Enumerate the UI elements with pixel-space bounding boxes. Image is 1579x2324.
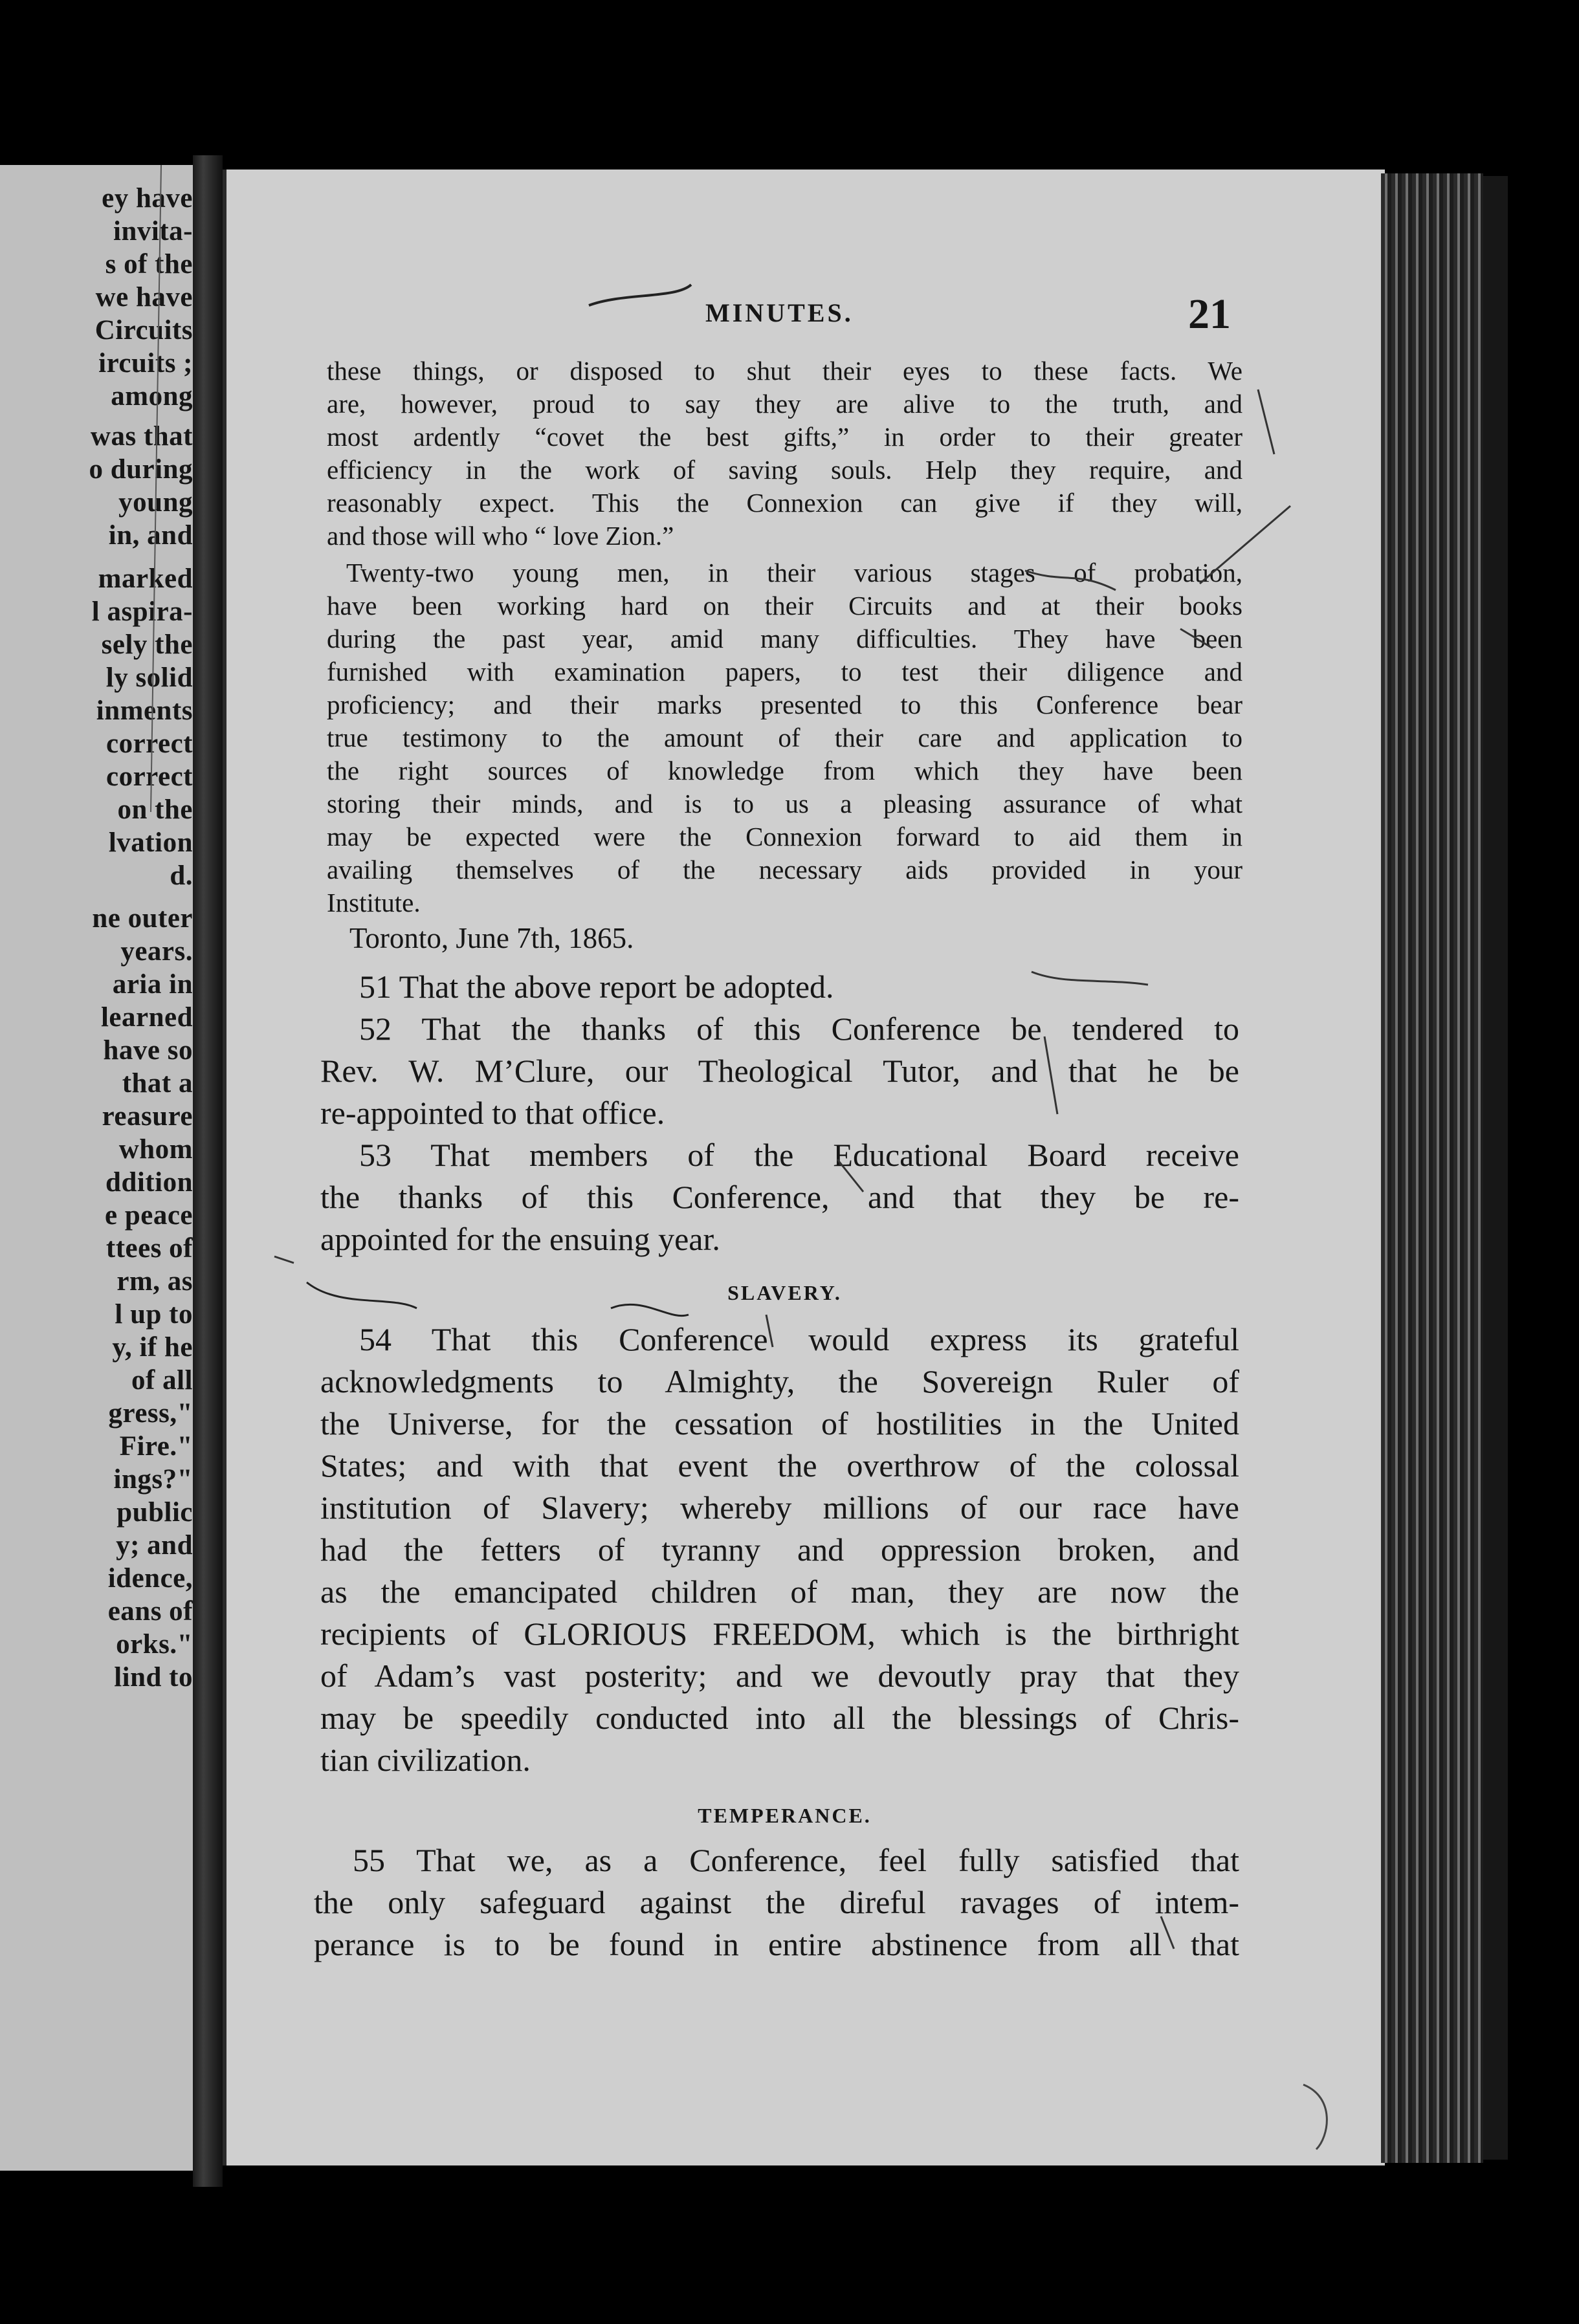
left-page-line: ttees of xyxy=(105,1233,193,1264)
left-page-line: rm, as xyxy=(116,1266,193,1297)
dateline: Toronto, June 7th, 1865. xyxy=(349,922,634,954)
resolution-54-line: of Adam’s vast posterity; and we devoutly pray that they xyxy=(320,1658,1239,1694)
resolution-55-line: 55 That we, as a Conference, feel fully satisfied that xyxy=(353,1842,1239,1878)
left-page-line: y; and xyxy=(116,1530,193,1561)
left-page-line: ly solid xyxy=(105,663,193,693)
paragraph-1-line: most ardently “covet the best gifts,” in order to their greater xyxy=(327,422,1242,452)
resolution-54-line: may be speedily conducted into all the blessings of Chris- xyxy=(320,1700,1239,1736)
left-page-line: o during xyxy=(89,454,193,485)
pencil-marks xyxy=(223,170,1381,2165)
left-page-line: idence, xyxy=(107,1563,193,1594)
left-page-line: ey have xyxy=(102,183,193,214)
resolution-54-line: recipients of GLORIOUS FREEDOM, which is the birthright xyxy=(320,1616,1239,1652)
resolutions-a-line: appointed for the ensuing year. xyxy=(320,1221,720,1257)
paragraph-2-line: the right sources of knowledge from which they have been xyxy=(327,756,1242,785)
paragraph-1-line: efficiency in the work of saving souls. Help they require, and xyxy=(327,455,1242,485)
paragraph-1-line: and those will who “ love Zion.” xyxy=(327,521,674,551)
left-page-line: ings?" xyxy=(113,1464,193,1495)
left-page-line: have so xyxy=(103,1035,193,1066)
heading-temperance: TEMPERANCE. xyxy=(698,1804,872,1827)
left-page-line: invita- xyxy=(113,216,193,247)
resolutions-a-line: 52 That the thanks of this Conference be tendered to xyxy=(359,1011,1239,1047)
left-page-line: ircuits ; xyxy=(98,348,193,378)
resolutions-a-line: the thanks of this Conference, and that they be re- xyxy=(320,1179,1239,1215)
left-page-line: aria in xyxy=(112,969,193,1000)
left-page-line: ne outer xyxy=(92,903,193,934)
resolutions-a-line: re-appointed to that office. xyxy=(320,1095,665,1131)
paragraph-2-line: proficiency; and their marks presented to this Conference bear xyxy=(327,690,1242,719)
page-edges xyxy=(1381,173,1483,2163)
resolution-54-line: States; and with that event the overthrow of the colossal xyxy=(320,1447,1239,1484)
left-page-line: correct xyxy=(106,762,193,792)
resolution-54-line: the Universe, for the cessation of hostilities in the United xyxy=(320,1405,1239,1442)
paragraph-2-line: Institute. xyxy=(327,888,421,917)
left-page-line: in, and xyxy=(108,520,193,551)
paragraph-1-line: these things, or disposed to shut their eyes to these facts. We xyxy=(327,356,1242,386)
left-page-line: orks." xyxy=(116,1629,193,1660)
left-page-line: gress," xyxy=(108,1398,193,1429)
left-page-line: l up to xyxy=(115,1299,193,1330)
left-page-line: young xyxy=(118,487,193,518)
left-page-line: whom xyxy=(118,1134,193,1165)
paragraph-1-line: are, however, proud to say they are alive to the truth, and xyxy=(327,389,1242,419)
paragraph-2-line: true testimony to the amount of their care and application to xyxy=(327,723,1242,752)
resolutions-a-line: Rev. W. M’Clure, our Theological Tutor, and that he be xyxy=(320,1053,1239,1089)
resolution-54-line: tian civilization. xyxy=(320,1742,531,1778)
left-page-line: e peace xyxy=(104,1200,193,1231)
paragraph-2-line: Twenty-two young men, in their various stages of probation, xyxy=(346,558,1242,587)
pencil-margin-line xyxy=(146,165,165,812)
left-page-line: marked xyxy=(98,564,193,594)
left-page-line: ddition xyxy=(105,1167,193,1198)
left-page-line: y, if he xyxy=(112,1332,193,1363)
book-cover-edge xyxy=(1483,176,1508,2160)
resolution-54-line: institution of Slavery; whereby millions of our race have xyxy=(320,1489,1239,1526)
left-page-line: on the xyxy=(117,795,193,825)
left-page-line: public xyxy=(116,1497,193,1528)
paragraph-2-line: during the past year, amid many difficulties. They have been xyxy=(327,624,1242,653)
left-page-line: was that xyxy=(90,421,193,452)
running-head: MINUTES. xyxy=(705,298,854,327)
paragraph-2-line: storing their minds, and is to us a pleasing assurance of what xyxy=(327,789,1242,818)
left-page-line: correct xyxy=(106,729,193,759)
left-page-line: we have xyxy=(95,282,193,312)
left-page xyxy=(0,165,197,2171)
resolution-54-line: had the fetters of tyranny and oppression broken, and xyxy=(320,1531,1239,1568)
resolution-55-line: perance is to be found in entire abstinence from all that xyxy=(314,1926,1239,1962)
left-page-line: Circuits xyxy=(94,315,193,345)
left-page-line: d. xyxy=(170,861,193,891)
left-page-line: eans of xyxy=(107,1596,193,1627)
left-page-line: reasure xyxy=(102,1101,193,1132)
left-page-line: years. xyxy=(120,936,193,967)
left-page-line: learned xyxy=(100,1002,193,1033)
book-gutter xyxy=(193,155,223,2187)
resolution-54-line: 54 That this Conference would express its grateful xyxy=(359,1321,1239,1357)
left-page-line: lind to xyxy=(114,1662,193,1693)
resolutions-a-line: 53 That members of the Educational Board receive xyxy=(359,1137,1239,1173)
resolution-54-line: acknowledgments to Almighty, the Sovereign Ruler of xyxy=(320,1363,1239,1399)
heading-slavery: SLAVERY. xyxy=(727,1281,842,1304)
paragraph-2-line: have been working hard on their Circuits and at their books xyxy=(327,591,1242,620)
left-page-line: that a xyxy=(122,1068,193,1099)
paragraph-2-line: availing themselves of the necessary aids provided in your xyxy=(327,855,1242,884)
left-page-line: l aspira- xyxy=(91,597,193,627)
resolution-54-line: as the emancipated children of man, they are now the xyxy=(320,1573,1239,1610)
paragraph-2-line: furnished with examination papers, to test their diligence and xyxy=(327,657,1242,686)
left-page-line: sely the xyxy=(101,630,193,660)
left-page-line: of all xyxy=(131,1365,193,1396)
paragraph-1-line: reasonably expect. This the Connexion can give if they will, xyxy=(327,488,1242,518)
left-page-line: among xyxy=(111,381,193,411)
left-page-line: inments xyxy=(96,696,193,726)
left-page-line: lvation xyxy=(108,828,193,858)
resolutions-a-line: 51 That the above report be adopted. xyxy=(359,969,834,1005)
left-page-line: s of the xyxy=(105,249,193,280)
left-page-line: Fire." xyxy=(119,1431,193,1462)
page-number: 21 xyxy=(1188,290,1231,338)
paragraph-2-line: may be expected were the Connexion forward to aid them in xyxy=(327,822,1242,851)
resolution-55-line: the only safeguard against the direful ravages of intem- xyxy=(314,1884,1239,1920)
